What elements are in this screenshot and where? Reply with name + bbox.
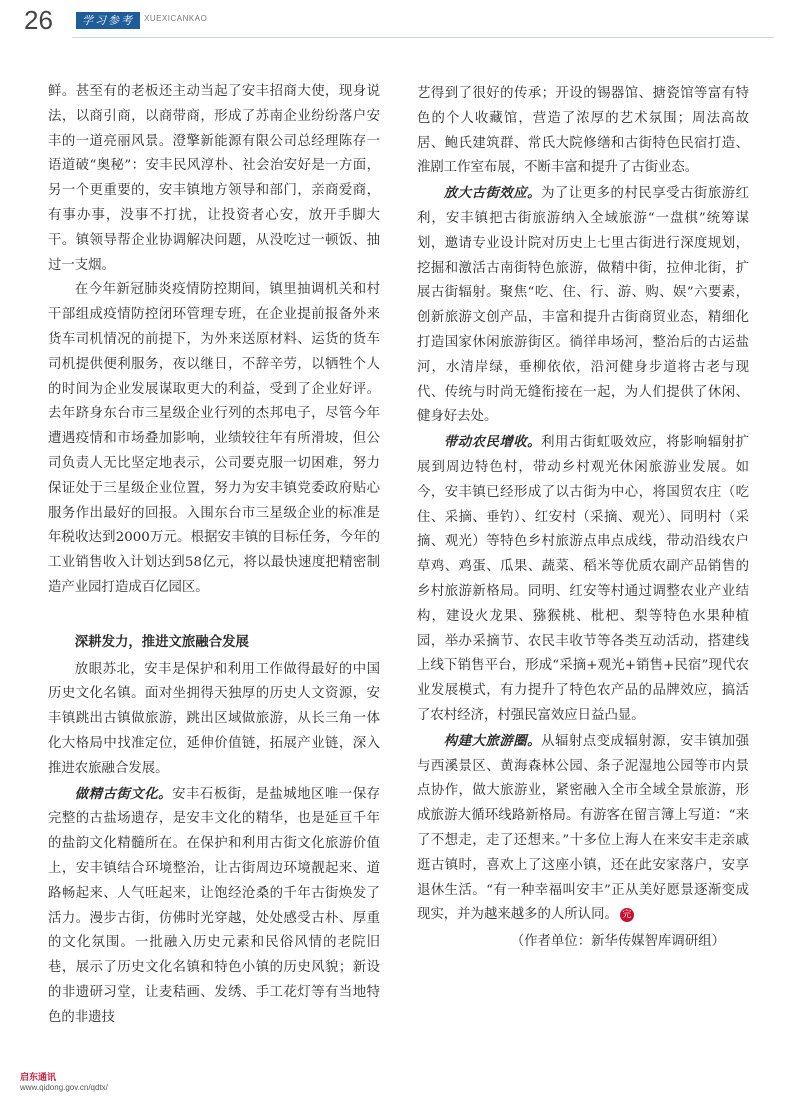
author-affiliation: （作者单位：新华传媒智库调研组） — [510, 934, 725, 950]
footer-url: www.qidong.gov.cn/qdtx/ — [20, 1083, 108, 1092]
paragraph — [417, 181, 749, 430]
paragraph-lead: 构建大旅游圈。 — [443, 732, 542, 749]
paragraph: 鲜。甚至有的老板还主动当起了安丰招商大使，现身说法，以商引商，以商带商，形成了苏南企业纷纷落户安丰的一道亮丽风景。澄擎新能源有限公司总经理陈存一语道破“奥秘”：安丰民风淳朴、社会治安好是一方面，另一个更重要的，安丰镇地方领导和部门，亲商爱商，有事办事，没事不打扰，让投资者心安，放开手脚大干。镇领导帮企业协调解决问题，从没吃过一顿饭、抽过一支烟。 — [48, 84, 380, 273]
section-tag: 学习参考 — [76, 12, 140, 29]
paragraph — [417, 430, 749, 729]
page-header — [0, 0, 798, 40]
end-mark-icon: 完 — [620, 908, 634, 922]
paragraph-body: 利用古街虹吸效应，将影响辐射扩展到周边特色村，带动乡村观光休闲旅游业发展。如今，安丰镇已经形成了以古街为中心，将国贸农庄（吃住、采摘、垂钓）、红安村（采摘、观光）、同明村（采摘、观光）等特色乡村旅游点串点成线，带动沿线农户草鸡、鸡蛋、瓜果、蔬菜、稻米等优质农副产品销售的乡村旅游新格局。同明、红安等村通过调整农业产业结构，建设火龙果、猕猴桃、枇杷、梨等特色水果种植园，举办采摘节、农民丰收节等各类互动活动，搭建线上线下销售平台，形成“采摘+观光+销售+民宿”现代农业发展模式，有力提升了特色农产品的品牌效应，搞活了农村经济，村强民富效应日益凸显。 — [417, 435, 750, 723]
paragraph-lead: 放大古街效应。 — [443, 185, 542, 202]
paragraph — [417, 729, 749, 928]
header-divider — [72, 37, 774, 38]
section-subheading: 深耕发力，推进文旅融合发展 — [74, 634, 249, 650]
paragraph: 在今年新冠肺炎疫情防控期间，镇里抽调机关和村干部组成疫情防控闭环管理专班，在企业提前报备外来货车司机情况的前提下，为外来送原材料、运货的货车司机提供便利服务，夜以继日，不辞辛劳，以牺牲个人的时间为企业发展谋取更大的利益，受到了企业好评。去年跻身东台市三星级企业行列的杰邦电子，尽管今年遭遇疫情和市场叠加影响，业绩较往年有所滑坡，但公司负责人无比坚定地表示，公司要克服一切困难，努力保证处于三星级企业位置，努力为安丰镇党委政府贴心服务作出最好的回报。入围东台市三星级企业的标准是年税收达到2000万元。根据安丰镇的目标任务，今年的工业销售收入计划达到58亿元，将以最快速度把精密制造产业园打造成百亿园区。 — [48, 282, 380, 595]
left-column — [48, 80, 380, 1030]
paragraph — [48, 782, 380, 1031]
paragraph-body: 安丰石板街，是盐城地区唯一保存完整的古盐场遗存，是安丰文化的精华，也是延亘千年的盐韵文化精髓所在。在保护和利用古街文化旅游价值上，安丰镇结合环境整治，让古街周边环境靓起来、道路畅起来、人气旺起来，让饱经沧桑的千年古街焕发了活力。漫步古街，仿佛时光穿越，处处感受古朴、厚重的文化氛围。一批融入历史元素和民俗风情的老院旧巷，展示了历史文化名镇和特色小镇的历史风貌；新设的非遗研习堂，让麦秸画、发绣、手工花灯等有当地特色的非遗技 — [48, 786, 381, 1025]
page-footer — [20, 1072, 108, 1093]
paragraph: 艺得到了很好的传承；开设的锡器馆、搪瓷馆等富有特色的个人收藏馆，营造了浓厚的艺术氛围；周法高故居、鲍氏建筑群、常氏大院修缮和古街特色民宿打造、淮剧工作室布展，不断丰富和提升了古街业态。 — [417, 86, 749, 176]
paragraph-body: 从辐射点变成辐射源，安丰镇加强与西溪景区、黄海森林公园、条子泥湿地公园等市内景点协作，做大旅游业，紧密融入全市全域全景旅游，形成旅游大循环线路新格局。有游客在留言簿上写道：“来了不想走，走了还想来。”十多位上海人在来安丰走亲戚逛古镇时，喜欢上了这座小镇，还在此安家落户，安享退休生活。“有一种幸福叫安丰”正从美好愿景逐渐变成现实，并为越来越多的人所认同。 — [417, 733, 750, 923]
right-column — [417, 82, 749, 955]
paragraph-body: 为了让更多的村民享受古街旅游红利，安丰镇把古街旅游纳入全域旅游“一盘棋”统筹谋划，邀请专业设计院对历史上七里古街进行深度规划，挖掘和激活古南街特色旅游，做精中街，拉伸北街，扩展古街辐射。聚焦“吃、住、行、游、购、娱”六要素，创新旅游文创产品，丰富和提升古街商贸业态，精细化打造国家休闲旅游街区。徜徉串场河，整治后的古运盐河，水清岸绿，垂柳依依，沿河健身步道将古老与现代、传统与时尚无缝衔接在一起，为人们提供了休闲、健身好去处。 — [417, 186, 750, 425]
paragraph-lead: 带动农民增收。 — [443, 434, 542, 451]
paragraph: 放眼苏北，安丰是保护和利用工作做得最好的中国历史文化名镇。面对坐拥得天独厚的历史人文资源，安丰镇跳出古镇做旅游，跳出区域做旅游，从长三角一体化大格局中找准定位，延伸价值链，拓展产业链，深入推进农旅融合发展。 — [48, 661, 380, 776]
page-number: 26 — [24, 5, 53, 35]
paragraph-lead: 做精古街文化。 — [74, 785, 173, 802]
section-pinyin: XUEXICANKAO — [144, 14, 208, 23]
footer-brand: 启东通讯 — [20, 1072, 57, 1082]
